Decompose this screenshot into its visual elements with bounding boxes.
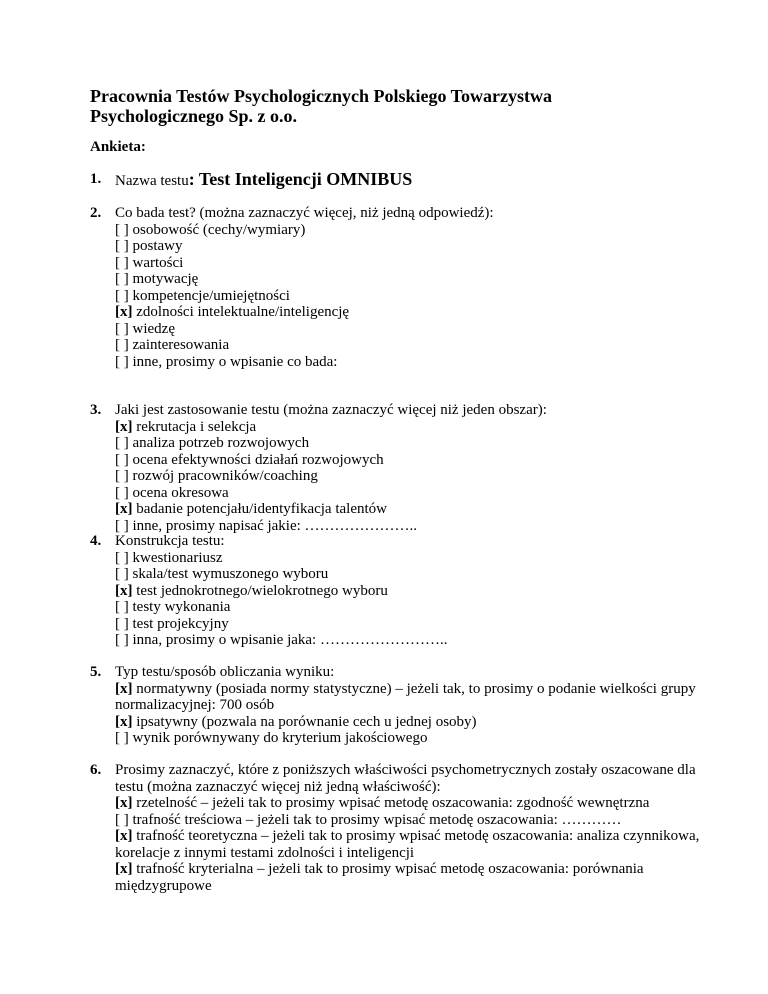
option-development-needs[interactable]: [115, 435, 700, 452]
option-label: motywację: [128, 271, 199, 287]
option-competencies[interactable]: [115, 288, 700, 305]
option-label: skala/test wymuszonego wyboru: [128, 566, 329, 582]
option-label: testy wykonania: [128, 599, 231, 615]
question-number: 6.: [90, 762, 102, 778]
option-criterion-validity[interactable]: [115, 861, 700, 894]
option-knowledge[interactable]: [115, 321, 700, 338]
title-line-2: Psychologicznego Sp. z o.o.: [90, 106, 297, 126]
option-label: wartości: [128, 254, 184, 271]
checkbox-checked[interactable]: [x]: [115, 304, 133, 320]
option-values[interactable]: [115, 255, 700, 272]
option-other[interactable]: [115, 354, 700, 371]
question-text: Jaki jest zastosowanie testu (można zaznaczyć więcej niż jeden obszar):: [115, 402, 547, 418]
checkbox[interactable]: [ ]: [115, 484, 129, 501]
option-other[interactable]: [115, 632, 700, 649]
option-reliability[interactable]: [115, 795, 700, 812]
option-development-effectiveness[interactable]: [115, 452, 700, 469]
option-label: normatywny (posiada normy statystyczne) – jeżeli tak, to prosimy o podanie wielkości grupy normalizacyjnej: 700 osób: [115, 680, 696, 713]
checkbox[interactable]: [ ]: [115, 566, 129, 582]
checkbox[interactable]: [ ]: [115, 468, 129, 484]
checkbox[interactable]: [ ]: [115, 517, 129, 534]
option-other[interactable]: [115, 518, 700, 535]
option-label: osobowość (cechy/wymiary): [128, 221, 306, 238]
checkbox-checked[interactable]: [x]: [115, 713, 133, 730]
option-multiple-choice[interactable]: [115, 583, 700, 600]
checkbox[interactable]: [ ]: [115, 254, 129, 271]
test-name-value: : Test Inteligencji OMNIBUS: [188, 169, 413, 189]
option-ipsative[interactable]: [115, 714, 700, 731]
option-label: ocena efektywności działań rozwojowych: [128, 451, 384, 468]
question-text: Typ testu/sposób obliczania wyniku:: [115, 664, 335, 680]
question-number: 1.: [90, 171, 102, 187]
question-5: [90, 664, 700, 747]
option-personality[interactable]: [115, 222, 700, 239]
option-label: rozwój pracowników/coaching: [128, 468, 318, 484]
question-number: 2.: [90, 205, 102, 221]
question-number: 5.: [90, 664, 102, 680]
option-questionnaire[interactable]: [115, 550, 700, 567]
test-name-label: Nazwa testu: [115, 173, 189, 189]
option-motivation[interactable]: [115, 271, 700, 288]
option-label: kompetencje/umiejętności: [128, 287, 290, 304]
option-label: badanie potencjału/identyfikacja talentów: [132, 501, 387, 517]
checkbox[interactable]: [ ]: [115, 632, 129, 648]
checkbox[interactable]: [ ]: [115, 337, 129, 353]
checkbox-checked[interactable]: [x]: [115, 501, 133, 517]
checkbox[interactable]: [ ]: [115, 811, 129, 828]
question-text: Prosimy zaznaczyć, które z poniższych właściwości psychometrycznych zostały oszacowane dla testu (można zaznaczyć więcej niż jedną właściwość):: [115, 762, 696, 795]
checkbox[interactable]: [ ]: [115, 599, 129, 615]
question-3: [90, 402, 700, 534]
option-interests[interactable]: [115, 337, 700, 354]
option-label: zainteresowania: [128, 337, 230, 353]
section-label: Ankieta:: [90, 139, 146, 155]
question-number: 4.: [90, 533, 102, 549]
option-label: postawy: [128, 238, 183, 254]
option-label: wiedzę: [128, 320, 175, 337]
checkbox-checked[interactable]: [x]: [115, 861, 133, 877]
option-construct-validity[interactable]: [115, 828, 700, 861]
checkbox[interactable]: [ ]: [115, 435, 129, 451]
checkbox-checked[interactable]: [x]: [115, 680, 133, 697]
option-coaching[interactable]: [115, 468, 700, 485]
title-line-1: Pracownia Testów Psychologicznych Polskiego Towarzystwa: [90, 86, 552, 106]
checkbox[interactable]: [ ]: [115, 221, 129, 238]
question-1: [90, 171, 700, 190]
question-text: Co bada test? (można zaznaczyć więcej, niż jedną odpowiedź):: [115, 205, 494, 221]
question-number: 3.: [90, 402, 102, 418]
checkbox-checked[interactable]: [x]: [115, 582, 133, 599]
option-qualitative-criterion[interactable]: [115, 730, 700, 747]
checkbox[interactable]: [ ]: [115, 320, 129, 337]
option-recruitment[interactable]: [115, 419, 700, 436]
option-label: wynik porównywany do kryterium jakościowego: [128, 730, 428, 746]
option-label: inna, prosimy o wpisanie jaka: ……………………..: [128, 632, 448, 648]
option-label: trafność treściowa – jeżeli tak to prosimy wpisać metodę oszacowania: …………: [128, 811, 622, 828]
checkbox-checked[interactable]: [x]: [115, 795, 133, 811]
option-attitudes[interactable]: [115, 238, 700, 255]
checkbox-checked[interactable]: [x]: [115, 828, 133, 844]
option-normative[interactable]: [115, 681, 700, 714]
question-4: [90, 533, 700, 649]
option-talent-identification[interactable]: [115, 501, 700, 518]
question-2: [90, 205, 700, 370]
option-periodic-review[interactable]: [115, 485, 700, 502]
option-label: trafność teoretyczna – jeżeli tak to prosimy wpisać metodę oszacowania: analiza czynnikowa, korelacje z innymi testami zdolności i inteligencji: [115, 828, 700, 861]
option-projective[interactable]: [115, 616, 700, 633]
option-label: trafność kryterialna – jeżeli tak to prosimy wpisać metodę oszacowania: porównania międzygrupowe: [115, 861, 644, 894]
checkbox[interactable]: [ ]: [115, 615, 129, 632]
option-label: test projekcyjny: [128, 615, 229, 632]
option-performance-tests[interactable]: [115, 599, 700, 616]
checkbox-checked[interactable]: [x]: [115, 418, 133, 435]
option-content-validity[interactable]: [115, 812, 700, 829]
option-label: ipsatywny (pozwala na porównanie cech u jednej osoby): [132, 713, 477, 730]
option-label: zdolności intelektualne/inteligencję: [132, 304, 350, 320]
checkbox[interactable]: [ ]: [115, 549, 129, 566]
option-label: inne, prosimy napisać jakie: …………………..: [128, 517, 418, 534]
checkbox[interactable]: [ ]: [115, 238, 129, 254]
option-label: inne, prosimy o wpisanie co bada:: [128, 353, 338, 370]
option-label: ocena okresowa: [128, 484, 229, 501]
option-label: rekrutacja i selekcja: [132, 418, 257, 435]
checkbox[interactable]: [ ]: [115, 730, 129, 746]
question-text: Konstrukcja testu:: [115, 533, 225, 549]
option-intelligence[interactable]: [115, 304, 700, 321]
option-label: kwestionariusz: [128, 549, 223, 566]
option-forced-choice[interactable]: [115, 566, 700, 583]
option-label: rzetelność – jeżeli tak to prosimy wpisać metodę oszacowania: zgodność wewnętrzna: [132, 795, 650, 811]
checkbox[interactable]: [ ]: [115, 271, 129, 287]
option-label: test jednokrotnego/wielokrotnego wyboru: [132, 582, 388, 599]
checkbox[interactable]: [ ]: [115, 451, 129, 468]
checkbox[interactable]: [ ]: [115, 287, 129, 304]
question-6: [90, 762, 700, 894]
document-title: [90, 86, 710, 126]
checkbox[interactable]: [ ]: [115, 353, 129, 370]
option-label: analiza potrzeb rozwojowych: [128, 435, 310, 451]
